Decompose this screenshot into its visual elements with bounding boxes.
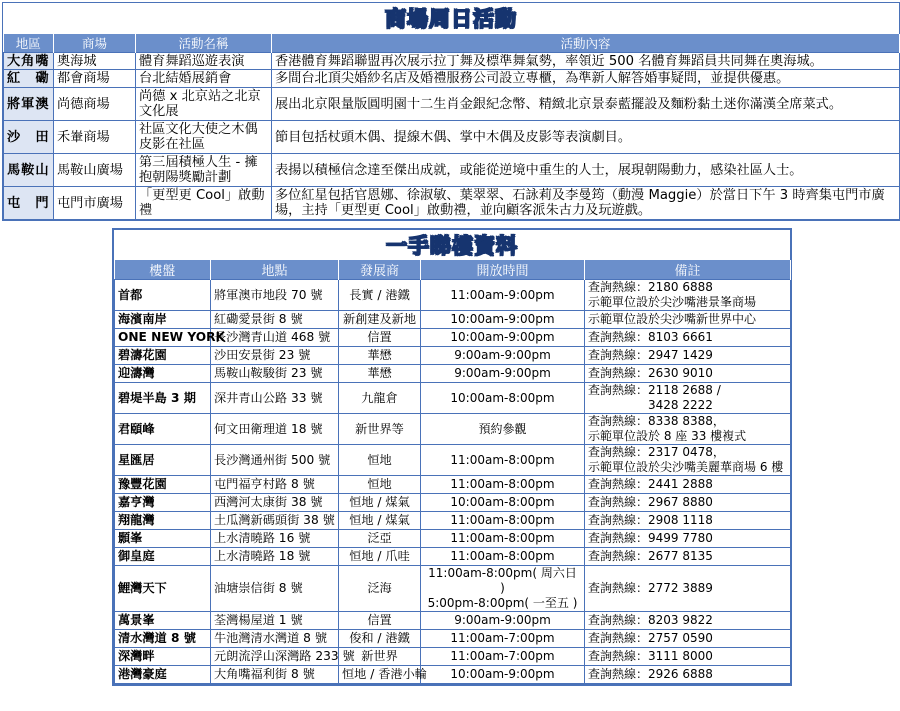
header-remarks: 備註 bbox=[585, 260, 791, 280]
mall-events-title-bar bbox=[3, 3, 899, 34]
table-row bbox=[115, 329, 791, 347]
location-cell: 油塘崇信街 8 號 bbox=[211, 566, 339, 612]
developer-cell: 俊和 / 港鐵 bbox=[339, 630, 421, 648]
table-row bbox=[4, 154, 900, 187]
property-title-bar bbox=[114, 230, 790, 260]
table-row bbox=[115, 512, 791, 530]
hours-cell: 9:00am-9:00pm bbox=[421, 612, 585, 630]
remarks-cell: 查詢熱線：2441 2888 bbox=[585, 476, 791, 494]
estate-cell: 迎濤灣 bbox=[115, 365, 211, 383]
developer-cell: 恒地 bbox=[339, 445, 421, 476]
developer-cell: 恒地 / 煤氣 bbox=[339, 494, 421, 512]
mall-events-title: 商場周日活動 bbox=[385, 7, 517, 31]
table-row bbox=[115, 648, 791, 666]
event-cell: 體育舞蹈巡遊表演 bbox=[136, 53, 272, 70]
hours-cell: 9:00am-9:00pm bbox=[421, 347, 585, 365]
table-row bbox=[115, 530, 791, 548]
table-row bbox=[4, 121, 900, 154]
property-header-row bbox=[115, 260, 791, 280]
estate-cell: 碧濤花園 bbox=[115, 347, 211, 365]
mall-cell: 禾輋商場 bbox=[54, 121, 136, 154]
developer-cell: 泛亞 bbox=[339, 530, 421, 548]
remarks-cell: 查詢熱線：8338 8388， 示範單位設於 8 座 33 樓複式 bbox=[585, 414, 791, 445]
mall-cell: 奧海城 bbox=[54, 53, 136, 70]
detail-cell: 表揚以積極信念達至傑出成就，或能從逆境中重生的人士，展現朝陽動力，感染社區人士。 bbox=[272, 154, 900, 187]
district-cell: 沙 田 bbox=[4, 121, 54, 154]
table-row bbox=[115, 445, 791, 476]
remarks-cell: 查詢熱線：3111 8000 bbox=[585, 648, 791, 666]
table-row bbox=[115, 666, 791, 684]
detail-cell: 節目包括杖頭木偶、提線木偶、掌中木偶及皮影等表演劇目。 bbox=[272, 121, 900, 154]
header-hours: 開放時間 bbox=[421, 260, 585, 280]
hours-cell: 10:00am-9:00pm bbox=[421, 329, 585, 347]
district-cell: 大角嘴 bbox=[4, 53, 54, 70]
location-cell: 上水清曉路 16 號 bbox=[211, 530, 339, 548]
hours-cell: 11:00am-7:00pm bbox=[421, 648, 585, 666]
estate-cell: 海濱南岸 bbox=[115, 311, 211, 329]
hours-cell: 11:00am-8:00pm bbox=[421, 476, 585, 494]
estate-cell: 君頤峰 bbox=[115, 414, 211, 445]
developer-cell: 泛海 bbox=[339, 566, 421, 612]
location-cell: 西灣河太康街 38 號 bbox=[211, 494, 339, 512]
remarks-cell: 查詢熱線：2947 1429 bbox=[585, 347, 791, 365]
location-cell: 土瓜灣新碼頭街 38 號 bbox=[211, 512, 339, 530]
event-cell: 台北結婚展銷會 bbox=[136, 70, 272, 88]
hours-cell: 11:00am-7:00pm bbox=[421, 630, 585, 648]
estate-cell: 鯉灣天下 bbox=[115, 566, 211, 612]
header-location: 地點 bbox=[211, 260, 339, 280]
header-event: 活動名稱 bbox=[136, 34, 272, 53]
estate-cell: 碧堤半島 3 期 bbox=[115, 383, 211, 414]
hours-cell: 11:00am-8:00pm bbox=[421, 548, 585, 566]
remarks-cell: 查詢熱線：2967 8880 bbox=[585, 494, 791, 512]
table-row bbox=[115, 494, 791, 512]
remarks-cell: 查詢熱線：2317 0478， 示範單位設於尖沙嘴美麗華商場 6 樓 bbox=[585, 445, 791, 476]
estate-cell: 星匯居 bbox=[115, 445, 211, 476]
mall-header-row bbox=[4, 34, 900, 53]
table-row bbox=[115, 630, 791, 648]
mall-cell: 尚德商場 bbox=[54, 88, 136, 121]
estate-cell: 港灣豪庭 bbox=[115, 666, 211, 684]
remarks-cell: 查詢熱線：2757 0590 bbox=[585, 630, 791, 648]
mall-events-panel bbox=[2, 2, 900, 221]
hours-cell: 11:00am-9:00pm bbox=[421, 280, 585, 311]
mall-cell: 馬鞍山廣場 bbox=[54, 154, 136, 187]
hours-cell: 11:00am-8:00pm bbox=[421, 512, 585, 530]
developer-cell: 新創建及新地 bbox=[339, 311, 421, 329]
district-cell: 將軍澳 bbox=[4, 88, 54, 121]
event-cell: 第三屆積極人生 - 擁抱朝陽獎勵計劃 bbox=[136, 154, 272, 187]
remarks-cell: 查詢熱線：9499 7780 bbox=[585, 530, 791, 548]
developer-cell: 長實 / 港鐵 bbox=[339, 280, 421, 311]
detail-cell: 展出北京限量版圓明園十二生肖金銀紀念幣、精緻北京景泰藍擺設及麵粉黏土迷你滿漢全席菜式。 bbox=[272, 88, 900, 121]
estate-cell: 首都 bbox=[115, 280, 211, 311]
hours-cell: 11:00am-8:00pm bbox=[421, 530, 585, 548]
property-table bbox=[114, 260, 791, 684]
header-detail: 活動內容 bbox=[272, 34, 900, 53]
hours-cell: 10:00am-9:00pm bbox=[421, 311, 585, 329]
header-district: 地區 bbox=[4, 34, 54, 53]
developer-cell: 恒地 / 香港小輪 bbox=[339, 666, 421, 684]
hours-cell: 9:00am-9:00pm bbox=[421, 365, 585, 383]
district-cell: 屯 門 bbox=[4, 187, 54, 220]
remarks-cell: 查詢熱線：2118 2688 / 3428 2222 bbox=[585, 383, 791, 414]
developer-cell: 華懋 bbox=[339, 347, 421, 365]
table-row bbox=[115, 566, 791, 612]
table-row bbox=[4, 70, 900, 88]
developer-cell: 新世界 bbox=[339, 648, 421, 666]
developer-cell: 九龍倉 bbox=[339, 383, 421, 414]
property-title: 一手睇樓資料 bbox=[386, 234, 518, 258]
estate-cell: 豫豐花園 bbox=[115, 476, 211, 494]
estate-cell: ONE NEW YORK bbox=[115, 329, 211, 347]
developer-cell: 恒地 / 煤氣 bbox=[339, 512, 421, 530]
remarks-cell: 查詢熱線：2908 1118 bbox=[585, 512, 791, 530]
table-row bbox=[115, 347, 791, 365]
hours-cell: 10:00am-8:00pm bbox=[421, 494, 585, 512]
table-row bbox=[115, 280, 791, 311]
remarks-cell: 查詢熱線：2677 8135 bbox=[585, 548, 791, 566]
location-cell: 屯門福亨村路 8 號 bbox=[211, 476, 339, 494]
estate-cell: 翔龍灣 bbox=[115, 512, 211, 530]
property-viewing-panel bbox=[112, 228, 792, 686]
location-cell: 長沙灣青山道 468 號 bbox=[211, 329, 339, 347]
table-row bbox=[115, 548, 791, 566]
location-cell: 將軍澳市地段 70 號 bbox=[211, 280, 339, 311]
hours-cell: 11:00am-8:00pm( 周六日 ) 5:00pm-8:00pm( 一至五 ) bbox=[421, 566, 585, 612]
detail-cell: 多間台北頂尖婚紗名店及婚禮服務公司設立專櫃，為準新人解答婚事疑問，並提供優惠。 bbox=[272, 70, 900, 88]
header-developer: 發展商 bbox=[339, 260, 421, 280]
event-cell: 尚德 x 北京站之北京文化展 bbox=[136, 88, 272, 121]
location-cell: 馬鞍山鞍駿街 23 號 bbox=[211, 365, 339, 383]
developer-cell: 華懋 bbox=[339, 365, 421, 383]
event-cell: 社區文化大使之木偶皮影在社區 bbox=[136, 121, 272, 154]
estate-cell: 顥峯 bbox=[115, 530, 211, 548]
table-row bbox=[4, 53, 900, 70]
hours-cell: 11:00am-8:00pm bbox=[421, 445, 585, 476]
mall-cell: 屯門市廣場 bbox=[54, 187, 136, 220]
district-cell: 馬鞍山 bbox=[4, 154, 54, 187]
location-cell: 上水清曉路 18 號 bbox=[211, 548, 339, 566]
mall-cell: 都會商場 bbox=[54, 70, 136, 88]
estate-cell: 御皇庭 bbox=[115, 548, 211, 566]
remarks-cell: 查詢熱線：8103 6661 bbox=[585, 329, 791, 347]
remarks-cell: 查詢熱線：8203 9822 bbox=[585, 612, 791, 630]
table-row bbox=[4, 88, 900, 121]
location-cell: 牛池灣清水灣道 8 號 bbox=[211, 630, 339, 648]
location-cell: 荃灣楊屋道 1 號 bbox=[211, 612, 339, 630]
location-cell: 沙田安景街 23 號 bbox=[211, 347, 339, 365]
location-cell: 紅磡愛景街 8 號 bbox=[211, 311, 339, 329]
table-row bbox=[115, 612, 791, 630]
detail-cell: 多位紅星包括官恩娜、徐淑敏、葉翠翠、石詠莉及李曼筠（動漫 Maggie）於當日下午 3 時齊集屯門市廣場，主持「更型更 Cool」啟動禮，並向顧客派朱古力及玩遊戲。 bbox=[272, 187, 900, 220]
estate-cell: 清水灣道 8 號 bbox=[115, 630, 211, 648]
district-cell: 紅 磡 bbox=[4, 70, 54, 88]
remarks-cell: 查詢熱線：2772 3889 bbox=[585, 566, 791, 612]
remarks-cell: 查詢熱線：2630 9010 bbox=[585, 365, 791, 383]
estate-cell: 嘉亨灣 bbox=[115, 494, 211, 512]
estate-cell: 萬景峯 bbox=[115, 612, 211, 630]
table-row bbox=[115, 365, 791, 383]
detail-cell: 香港體育舞蹈聯盟再次展示拉丁舞及標準舞氣勢，率領近 500 名體育舞蹈員共同舞在奧海城。 bbox=[272, 53, 900, 70]
hours-cell: 10:00am-9:00pm bbox=[421, 666, 585, 684]
location-cell: 長沙灣通州街 500 號 bbox=[211, 445, 339, 476]
remarks-cell: 查詢熱線：2926 6888 bbox=[585, 666, 791, 684]
location-cell: 深井青山公路 33 號 bbox=[211, 383, 339, 414]
header-mall: 商場 bbox=[54, 34, 136, 53]
table-row bbox=[115, 383, 791, 414]
remarks-cell: 示範單位設於尖沙嘴新世界中心 bbox=[585, 311, 791, 329]
table-row bbox=[115, 476, 791, 494]
header-estate: 樓盤 bbox=[115, 260, 211, 280]
remarks-cell: 查詢熱線：2180 6888 示範單位設於尖沙嘴港景峯商場 bbox=[585, 280, 791, 311]
table-row bbox=[115, 414, 791, 445]
developer-cell: 恒地 / 爪哇 bbox=[339, 548, 421, 566]
developer-cell: 信置 bbox=[339, 329, 421, 347]
developer-cell: 恒地 bbox=[339, 476, 421, 494]
developer-cell: 信置 bbox=[339, 612, 421, 630]
location-cell: 何文田衛理道 18 號 bbox=[211, 414, 339, 445]
hours-cell: 預約參觀 bbox=[421, 414, 585, 445]
mall-events-table bbox=[3, 34, 900, 220]
table-row bbox=[4, 187, 900, 220]
location-cell: 元朗流浮山深灣路 233 號 bbox=[211, 648, 339, 666]
table-row bbox=[115, 311, 791, 329]
estate-cell: 深灣畔 bbox=[115, 648, 211, 666]
hours-cell: 10:00am-8:00pm bbox=[421, 383, 585, 414]
location-cell: 大角嘴福利街 8 號 bbox=[211, 666, 339, 684]
developer-cell: 新世界等 bbox=[339, 414, 421, 445]
event-cell: 「更型更 Cool」啟動禮 bbox=[136, 187, 272, 220]
property-table-body bbox=[115, 280, 791, 684]
